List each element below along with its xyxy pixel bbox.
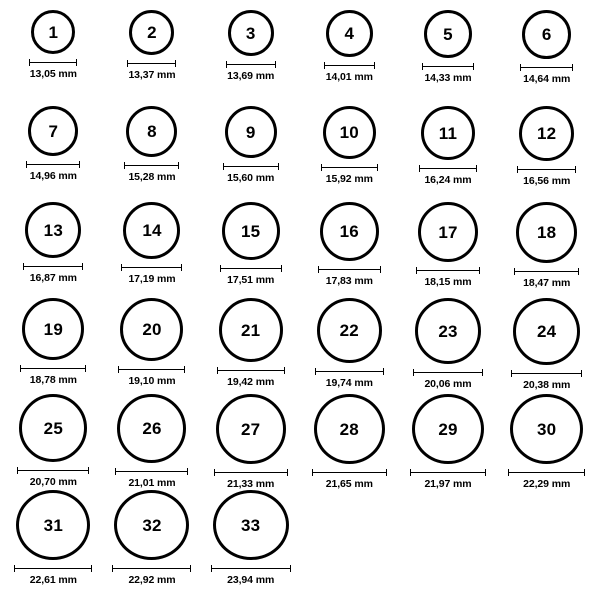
ring-circle bbox=[126, 106, 177, 157]
ring-size-label: 31 bbox=[43, 515, 63, 535]
dimension-line-icon bbox=[29, 62, 77, 63]
ring-size-label: 33 bbox=[241, 515, 261, 535]
ring-circle bbox=[129, 10, 174, 55]
ring-dimension bbox=[17, 467, 89, 488]
dimension-bar-icon bbox=[321, 164, 378, 171]
ring-dimension bbox=[321, 164, 378, 185]
dimension-bar-icon bbox=[413, 369, 483, 376]
dimension-line-icon bbox=[226, 64, 276, 65]
ring-dimension bbox=[26, 161, 80, 182]
dimension-line-icon bbox=[312, 472, 387, 473]
dimension-line-icon bbox=[419, 168, 477, 169]
ring-circle bbox=[424, 10, 472, 58]
dimension-line-icon bbox=[318, 269, 381, 270]
dimension-bar-icon bbox=[511, 370, 582, 377]
dimension-line-icon bbox=[20, 368, 86, 369]
ring-size-label: 5 bbox=[443, 24, 453, 44]
ring-size-label: 26 bbox=[142, 419, 162, 438]
ring-size-cell[interactable] bbox=[300, 106, 399, 202]
dimension-bar-icon bbox=[26, 161, 80, 168]
ring-size-cell[interactable] bbox=[201, 394, 300, 490]
ring-size-label: 29 bbox=[438, 419, 458, 439]
ring-size-cell[interactable] bbox=[4, 106, 103, 202]
ring-size-cell[interactable] bbox=[103, 490, 202, 586]
ring-size-label: 18 bbox=[537, 223, 557, 242]
dimension-bar-icon bbox=[315, 368, 384, 375]
ring-diameter-label: 15,60 mm bbox=[227, 172, 275, 184]
ring-circle bbox=[510, 394, 583, 464]
ring-size-cell[interactable] bbox=[399, 10, 498, 106]
dimension-line-icon bbox=[217, 370, 285, 371]
dimension-bar-icon bbox=[20, 365, 86, 372]
ring-diameter-label: 16,24 mm bbox=[424, 174, 472, 186]
ring-size-label: 19 bbox=[43, 319, 63, 339]
ring-dimension bbox=[315, 368, 384, 389]
ring-size-label: 30 bbox=[537, 419, 557, 439]
ring-dimension bbox=[20, 365, 86, 386]
dimension-bar-icon bbox=[17, 467, 89, 474]
dimension-line-icon bbox=[315, 371, 384, 372]
dimension-line-icon bbox=[211, 568, 291, 569]
ring-size-cell[interactable] bbox=[4, 10, 103, 106]
dimension-line-icon bbox=[511, 373, 582, 374]
dimension-line-icon bbox=[508, 472, 585, 473]
ring-size-label: 28 bbox=[339, 419, 359, 439]
dimension-bar-icon bbox=[29, 59, 77, 66]
dimension-bar-icon bbox=[419, 165, 477, 172]
ring-circle bbox=[317, 298, 382, 363]
ring-size-label: 8 bbox=[147, 122, 157, 141]
ring-diameter-label: 17,83 mm bbox=[325, 275, 373, 287]
ring-circle bbox=[519, 106, 574, 161]
dimension-bar-icon bbox=[217, 367, 285, 374]
dimension-bar-icon bbox=[324, 62, 375, 69]
ring-size-label: 22 bbox=[339, 321, 359, 340]
ring-circle bbox=[418, 202, 478, 262]
ring-diameter-label: 21,33 mm bbox=[227, 478, 275, 490]
dimension-line-icon bbox=[127, 63, 176, 64]
ring-circle bbox=[412, 394, 484, 464]
ring-diameter-label: 17,19 mm bbox=[128, 273, 176, 285]
ring-diameter-label: 20,06 mm bbox=[424, 378, 472, 390]
dimension-bar-icon bbox=[127, 60, 176, 67]
ring-size-cell[interactable] bbox=[4, 202, 103, 298]
dimension-bar-icon bbox=[214, 469, 288, 476]
ring-dimension bbox=[416, 267, 480, 288]
dimension-bar-icon bbox=[14, 565, 92, 572]
ring-dimension bbox=[211, 565, 291, 586]
ring-dimension bbox=[318, 266, 381, 287]
ring-size-label: 12 bbox=[537, 124, 557, 143]
dimension-bar-icon bbox=[118, 366, 185, 373]
ring-circle bbox=[117, 394, 186, 463]
dimension-line-icon bbox=[118, 369, 185, 370]
dimension-line-icon bbox=[422, 66, 474, 67]
ring-circle bbox=[31, 10, 75, 54]
ring-size-cell[interactable] bbox=[497, 10, 596, 106]
dimension-line-icon bbox=[220, 268, 282, 269]
ring-size-label: 27 bbox=[241, 419, 261, 439]
ring-size-label: 13 bbox=[43, 220, 63, 240]
ring-diameter-label: 13,05 mm bbox=[29, 68, 77, 80]
ring-size-label: 21 bbox=[241, 320, 261, 340]
ring-circle bbox=[16, 490, 90, 560]
ring-dimension bbox=[29, 59, 77, 80]
ring-size-label: 1 bbox=[48, 22, 59, 42]
ring-diameter-label: 20,70 mm bbox=[29, 476, 77, 488]
ring-size-cell[interactable] bbox=[103, 10, 202, 106]
dimension-bar-icon bbox=[121, 264, 182, 271]
ring-diameter-label: 17,51 mm bbox=[227, 274, 275, 286]
ring-diameter-label: 21,65 mm bbox=[325, 478, 373, 490]
ring-diameter-label: 14,96 mm bbox=[29, 170, 77, 182]
dimension-line-icon bbox=[517, 169, 576, 170]
ring-diameter-label: 21,01 mm bbox=[128, 477, 176, 489]
ring-dimension bbox=[112, 565, 191, 586]
ring-circle bbox=[522, 10, 571, 59]
dimension-bar-icon bbox=[220, 265, 282, 272]
ring-size-cell[interactable] bbox=[300, 10, 399, 106]
ring-size-cell[interactable] bbox=[497, 202, 596, 298]
ring-dimension bbox=[223, 163, 279, 184]
dimension-bar-icon bbox=[508, 469, 585, 476]
ring-diameter-label: 14,64 mm bbox=[523, 73, 571, 85]
ring-circle bbox=[415, 298, 481, 364]
ring-diameter-label: 18,78 mm bbox=[29, 374, 77, 386]
ring-diameter-label: 14,33 mm bbox=[424, 72, 472, 84]
ring-size-cell[interactable] bbox=[399, 394, 498, 490]
ring-diameter-label: 22,61 mm bbox=[29, 574, 77, 586]
ring-size-label: 15 bbox=[241, 221, 261, 241]
ring-size-label: 6 bbox=[541, 25, 552, 44]
ring-size-label: 32 bbox=[142, 515, 162, 535]
ring-size-label: 16 bbox=[339, 222, 359, 241]
dimension-bar-icon bbox=[124, 162, 179, 169]
dimension-line-icon bbox=[112, 568, 191, 569]
ring-size-cell[interactable] bbox=[201, 298, 300, 394]
ring-dimension bbox=[217, 367, 285, 388]
dimension-line-icon bbox=[520, 67, 573, 68]
ring-circle bbox=[22, 298, 84, 360]
ring-diameter-label: 19,42 mm bbox=[227, 376, 275, 388]
ring-size-cell[interactable] bbox=[4, 394, 103, 490]
ring-size-label: 11 bbox=[438, 123, 458, 143]
ring-dimension bbox=[214, 469, 288, 490]
ring-dimension bbox=[23, 263, 83, 284]
ring-size-cell[interactable] bbox=[103, 106, 202, 202]
dimension-bar-icon bbox=[520, 64, 573, 71]
ring-circle bbox=[114, 490, 189, 560]
ring-size-label: 10 bbox=[339, 123, 359, 142]
ring-dimension bbox=[422, 63, 474, 84]
ring-circle bbox=[219, 298, 283, 362]
ring-dimension bbox=[413, 369, 483, 390]
ring-size-cell[interactable] bbox=[399, 202, 498, 298]
dimension-line-icon bbox=[214, 472, 288, 473]
ring-size-label: 14 bbox=[142, 221, 162, 240]
ring-size-cell[interactable] bbox=[300, 394, 399, 490]
ring-circle bbox=[314, 394, 385, 464]
dimension-line-icon bbox=[14, 568, 92, 569]
ring-dimension bbox=[508, 469, 585, 490]
ring-size-label: 17 bbox=[438, 222, 458, 242]
ring-size-label: 4 bbox=[344, 24, 355, 43]
ring-diameter-label: 14,01 mm bbox=[325, 71, 373, 83]
ring-circle bbox=[513, 298, 580, 365]
dimension-bar-icon bbox=[410, 469, 486, 476]
ring-size-cell[interactable] bbox=[103, 202, 202, 298]
ring-size-cell[interactable] bbox=[497, 394, 596, 490]
dimension-line-icon bbox=[514, 271, 579, 272]
ring-size-cell[interactable] bbox=[103, 298, 202, 394]
dimension-line-icon bbox=[115, 471, 188, 472]
ring-circle bbox=[516, 202, 577, 263]
ring-size-label: 23 bbox=[438, 321, 458, 341]
dimension-bar-icon bbox=[112, 565, 191, 572]
ring-size-label: 3 bbox=[245, 23, 256, 43]
ring-size-cell[interactable] bbox=[201, 106, 300, 202]
ring-size-cell[interactable] bbox=[201, 490, 300, 586]
dimension-line-icon bbox=[17, 470, 89, 471]
ring-size-cell[interactable] bbox=[399, 106, 498, 202]
ring-size-cell[interactable] bbox=[497, 106, 596, 202]
ring-diameter-label: 16,56 mm bbox=[523, 175, 571, 187]
ring-circle bbox=[222, 202, 280, 260]
ring-circle bbox=[123, 202, 180, 259]
dimension-line-icon bbox=[324, 65, 375, 66]
ring-size-cell[interactable] bbox=[300, 298, 399, 394]
ring-size-label: 24 bbox=[537, 322, 557, 341]
ring-size-cell[interactable] bbox=[4, 298, 103, 394]
ring-circle bbox=[326, 10, 373, 57]
ring-circle bbox=[19, 394, 87, 462]
ring-dimension bbox=[127, 60, 176, 81]
ring-size-label: 20 bbox=[142, 320, 162, 339]
ring-size-cell[interactable] bbox=[4, 490, 103, 586]
dimension-bar-icon bbox=[318, 266, 381, 273]
ring-size-cell[interactable] bbox=[201, 202, 300, 298]
ring-dimension bbox=[410, 469, 486, 490]
dimension-line-icon bbox=[416, 270, 480, 271]
dimension-bar-icon bbox=[422, 63, 474, 70]
ring-circle bbox=[216, 394, 286, 464]
ring-diameter-label: 15,28 mm bbox=[128, 171, 176, 183]
dimension-line-icon bbox=[321, 167, 378, 168]
dimension-bar-icon bbox=[517, 166, 576, 173]
ring-diameter-label: 13,69 mm bbox=[227, 70, 275, 82]
dimension-bar-icon bbox=[211, 565, 291, 572]
ring-size-cell[interactable] bbox=[300, 202, 399, 298]
ring-diameter-label: 19,10 mm bbox=[128, 375, 176, 387]
ring-circle bbox=[225, 106, 277, 158]
ring-dimension bbox=[324, 62, 375, 83]
ring-dimension bbox=[220, 265, 282, 286]
dimension-bar-icon bbox=[226, 61, 276, 68]
ring-circle bbox=[320, 202, 379, 261]
ring-size-label: 2 bbox=[147, 23, 157, 42]
ring-diameter-label: 23,94 mm bbox=[227, 574, 275, 586]
ring-diameter-label: 20,38 mm bbox=[523, 379, 571, 391]
dimension-line-icon bbox=[23, 266, 83, 267]
ring-grid bbox=[4, 10, 596, 586]
ring-size-label: 9 bbox=[245, 122, 256, 142]
ring-diameter-label: 13,37 mm bbox=[128, 69, 176, 81]
ring-size-label: 25 bbox=[43, 418, 63, 438]
dimension-bar-icon bbox=[115, 468, 188, 475]
ring-dimension bbox=[520, 64, 573, 85]
ring-circle bbox=[323, 106, 376, 159]
ring-dimension bbox=[118, 366, 185, 387]
ring-diameter-label: 18,47 mm bbox=[523, 277, 571, 289]
dimension-line-icon bbox=[223, 166, 279, 167]
ring-circle bbox=[228, 10, 274, 56]
dimension-line-icon bbox=[26, 164, 80, 165]
dimension-bar-icon bbox=[312, 469, 387, 476]
ring-diameter-label: 18,15 mm bbox=[424, 276, 472, 288]
ring-size-cell[interactable] bbox=[103, 394, 202, 490]
ring-size-cell[interactable] bbox=[201, 10, 300, 106]
dimension-bar-icon bbox=[416, 267, 480, 274]
ring-size-cell[interactable] bbox=[399, 298, 498, 394]
ring-dimension bbox=[419, 165, 477, 186]
ring-dimension bbox=[514, 268, 579, 289]
ring-circle bbox=[120, 298, 183, 361]
ring-circle bbox=[25, 202, 81, 258]
ring-dimension bbox=[517, 166, 576, 187]
ring-dimension bbox=[226, 61, 276, 82]
ring-diameter-label: 16,87 mm bbox=[29, 272, 77, 284]
ring-dimension bbox=[511, 370, 582, 391]
dimension-line-icon bbox=[410, 472, 486, 473]
ring-dimension bbox=[312, 469, 387, 490]
ring-circle bbox=[213, 490, 289, 560]
ring-dimension bbox=[121, 264, 182, 285]
ring-dimension bbox=[115, 468, 188, 489]
ring-diameter-label: 22,29 mm bbox=[523, 478, 571, 490]
ring-diameter-label: 19,74 mm bbox=[325, 377, 373, 389]
dimension-bar-icon bbox=[223, 163, 279, 170]
ring-circle bbox=[28, 106, 78, 156]
ring-size-label: 7 bbox=[48, 121, 59, 141]
ring-dimension bbox=[124, 162, 179, 183]
ring-circle bbox=[421, 106, 475, 160]
ring-dimension bbox=[14, 565, 92, 586]
ring-diameter-label: 21,97 mm bbox=[424, 478, 472, 490]
dimension-line-icon bbox=[121, 267, 182, 268]
dimension-line-icon bbox=[124, 165, 179, 166]
dimension-bar-icon bbox=[23, 263, 83, 270]
ring-size-cell[interactable] bbox=[497, 298, 596, 394]
dimension-line-icon bbox=[413, 372, 483, 373]
ring-diameter-label: 22,92 mm bbox=[128, 574, 176, 586]
ring-diameter-label: 15,92 mm bbox=[325, 173, 373, 185]
dimension-bar-icon bbox=[514, 268, 579, 275]
